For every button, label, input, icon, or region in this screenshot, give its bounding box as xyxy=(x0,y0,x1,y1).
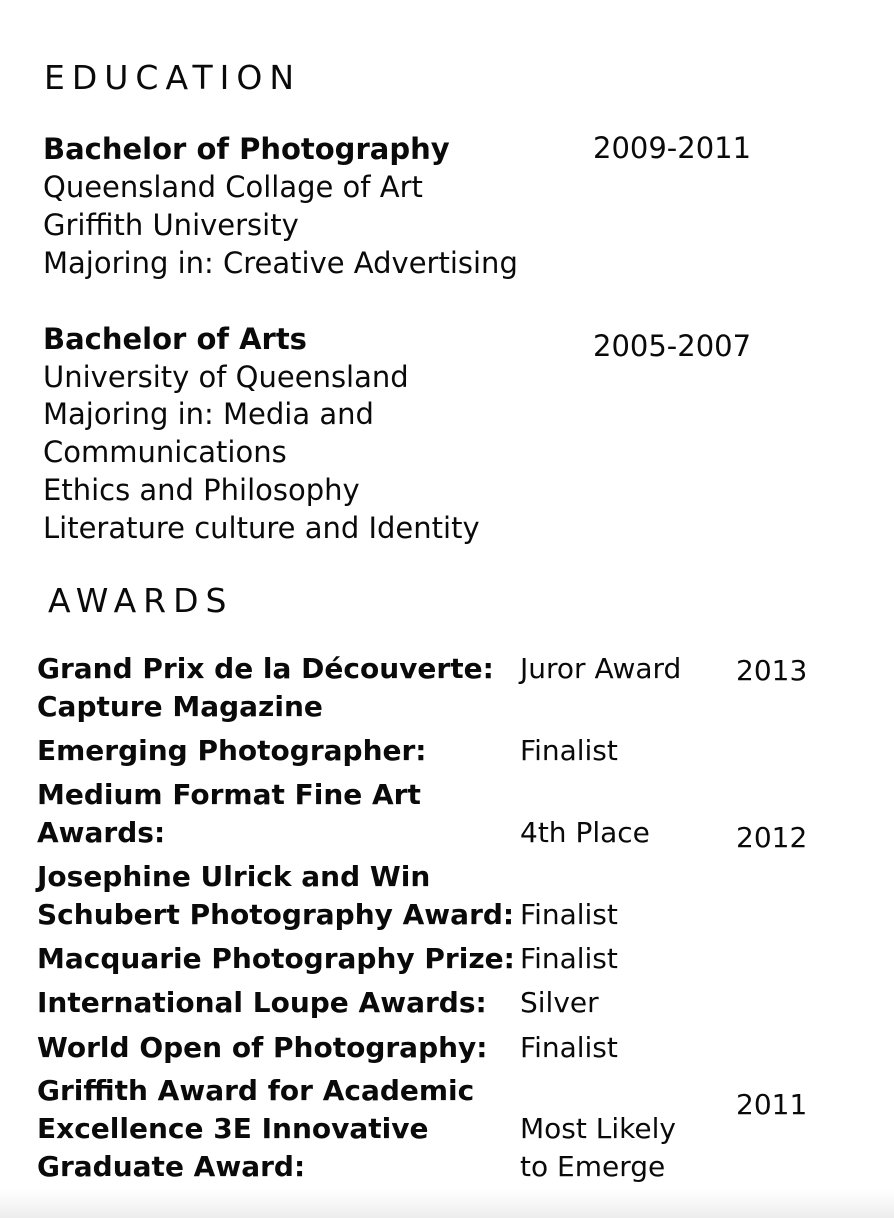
education-degree-photography: Bachelor of Photography xyxy=(43,132,450,166)
awards-heading: AWARDS xyxy=(48,581,234,620)
education-years-photography: 2009-2011 xyxy=(593,131,752,165)
award-result: 4th Place xyxy=(520,816,650,849)
education-line: University of Queensland xyxy=(43,360,409,394)
award-name: Excellence 3E Innovative xyxy=(37,1112,429,1145)
award-name: Awards: xyxy=(37,816,166,849)
award-result: Juror Award xyxy=(520,652,682,685)
education-heading: EDUCATION xyxy=(44,58,302,97)
award-name: Macquarie Photography Prize: xyxy=(37,942,515,975)
award-name: Josephine Ulrick and Win xyxy=(37,860,431,893)
education-degree-arts: Bachelor of Arts xyxy=(43,322,307,356)
award-result: Finalist xyxy=(520,734,618,767)
award-name: Emerging Photographer: xyxy=(37,734,427,767)
award-result: Finalist xyxy=(520,1031,618,1064)
award-name: Capture Magazine xyxy=(37,690,323,723)
page-bottom-shadow xyxy=(0,1190,894,1218)
award-result: Most Likely xyxy=(520,1112,676,1145)
award-result: to Emerge xyxy=(520,1150,666,1183)
education-line: Ethics and Philosophy xyxy=(43,473,360,507)
education-line: Queensland Collage of Art xyxy=(43,170,423,204)
award-name: Grand Prix de la Découverte: xyxy=(37,652,494,685)
education-line: Majoring in: Media and xyxy=(43,397,374,431)
award-year: 2011 xyxy=(736,1088,808,1121)
education-years-arts: 2005-2007 xyxy=(593,329,752,363)
award-name: Graduate Award: xyxy=(37,1150,306,1183)
award-result: Finalist xyxy=(520,898,618,931)
award-year: 2013 xyxy=(736,654,808,687)
award-name: Griffith Award for Academic xyxy=(37,1074,475,1107)
award-result: Finalist xyxy=(520,942,618,975)
award-name: International Loupe Awards: xyxy=(37,986,487,1019)
award-name: Schubert Photography Award: xyxy=(37,898,515,931)
education-line: Communications xyxy=(43,435,287,469)
education-line: Literature culture and Identity xyxy=(43,511,480,545)
education-line: Majoring in: Creative Advertising xyxy=(43,246,518,280)
education-line: Griffith University xyxy=(43,208,299,242)
award-year: 2012 xyxy=(736,821,808,854)
award-name: World Open of Photography: xyxy=(37,1031,488,1064)
award-result: Silver xyxy=(520,986,599,1019)
award-name: Medium Format Fine Art xyxy=(37,778,421,811)
